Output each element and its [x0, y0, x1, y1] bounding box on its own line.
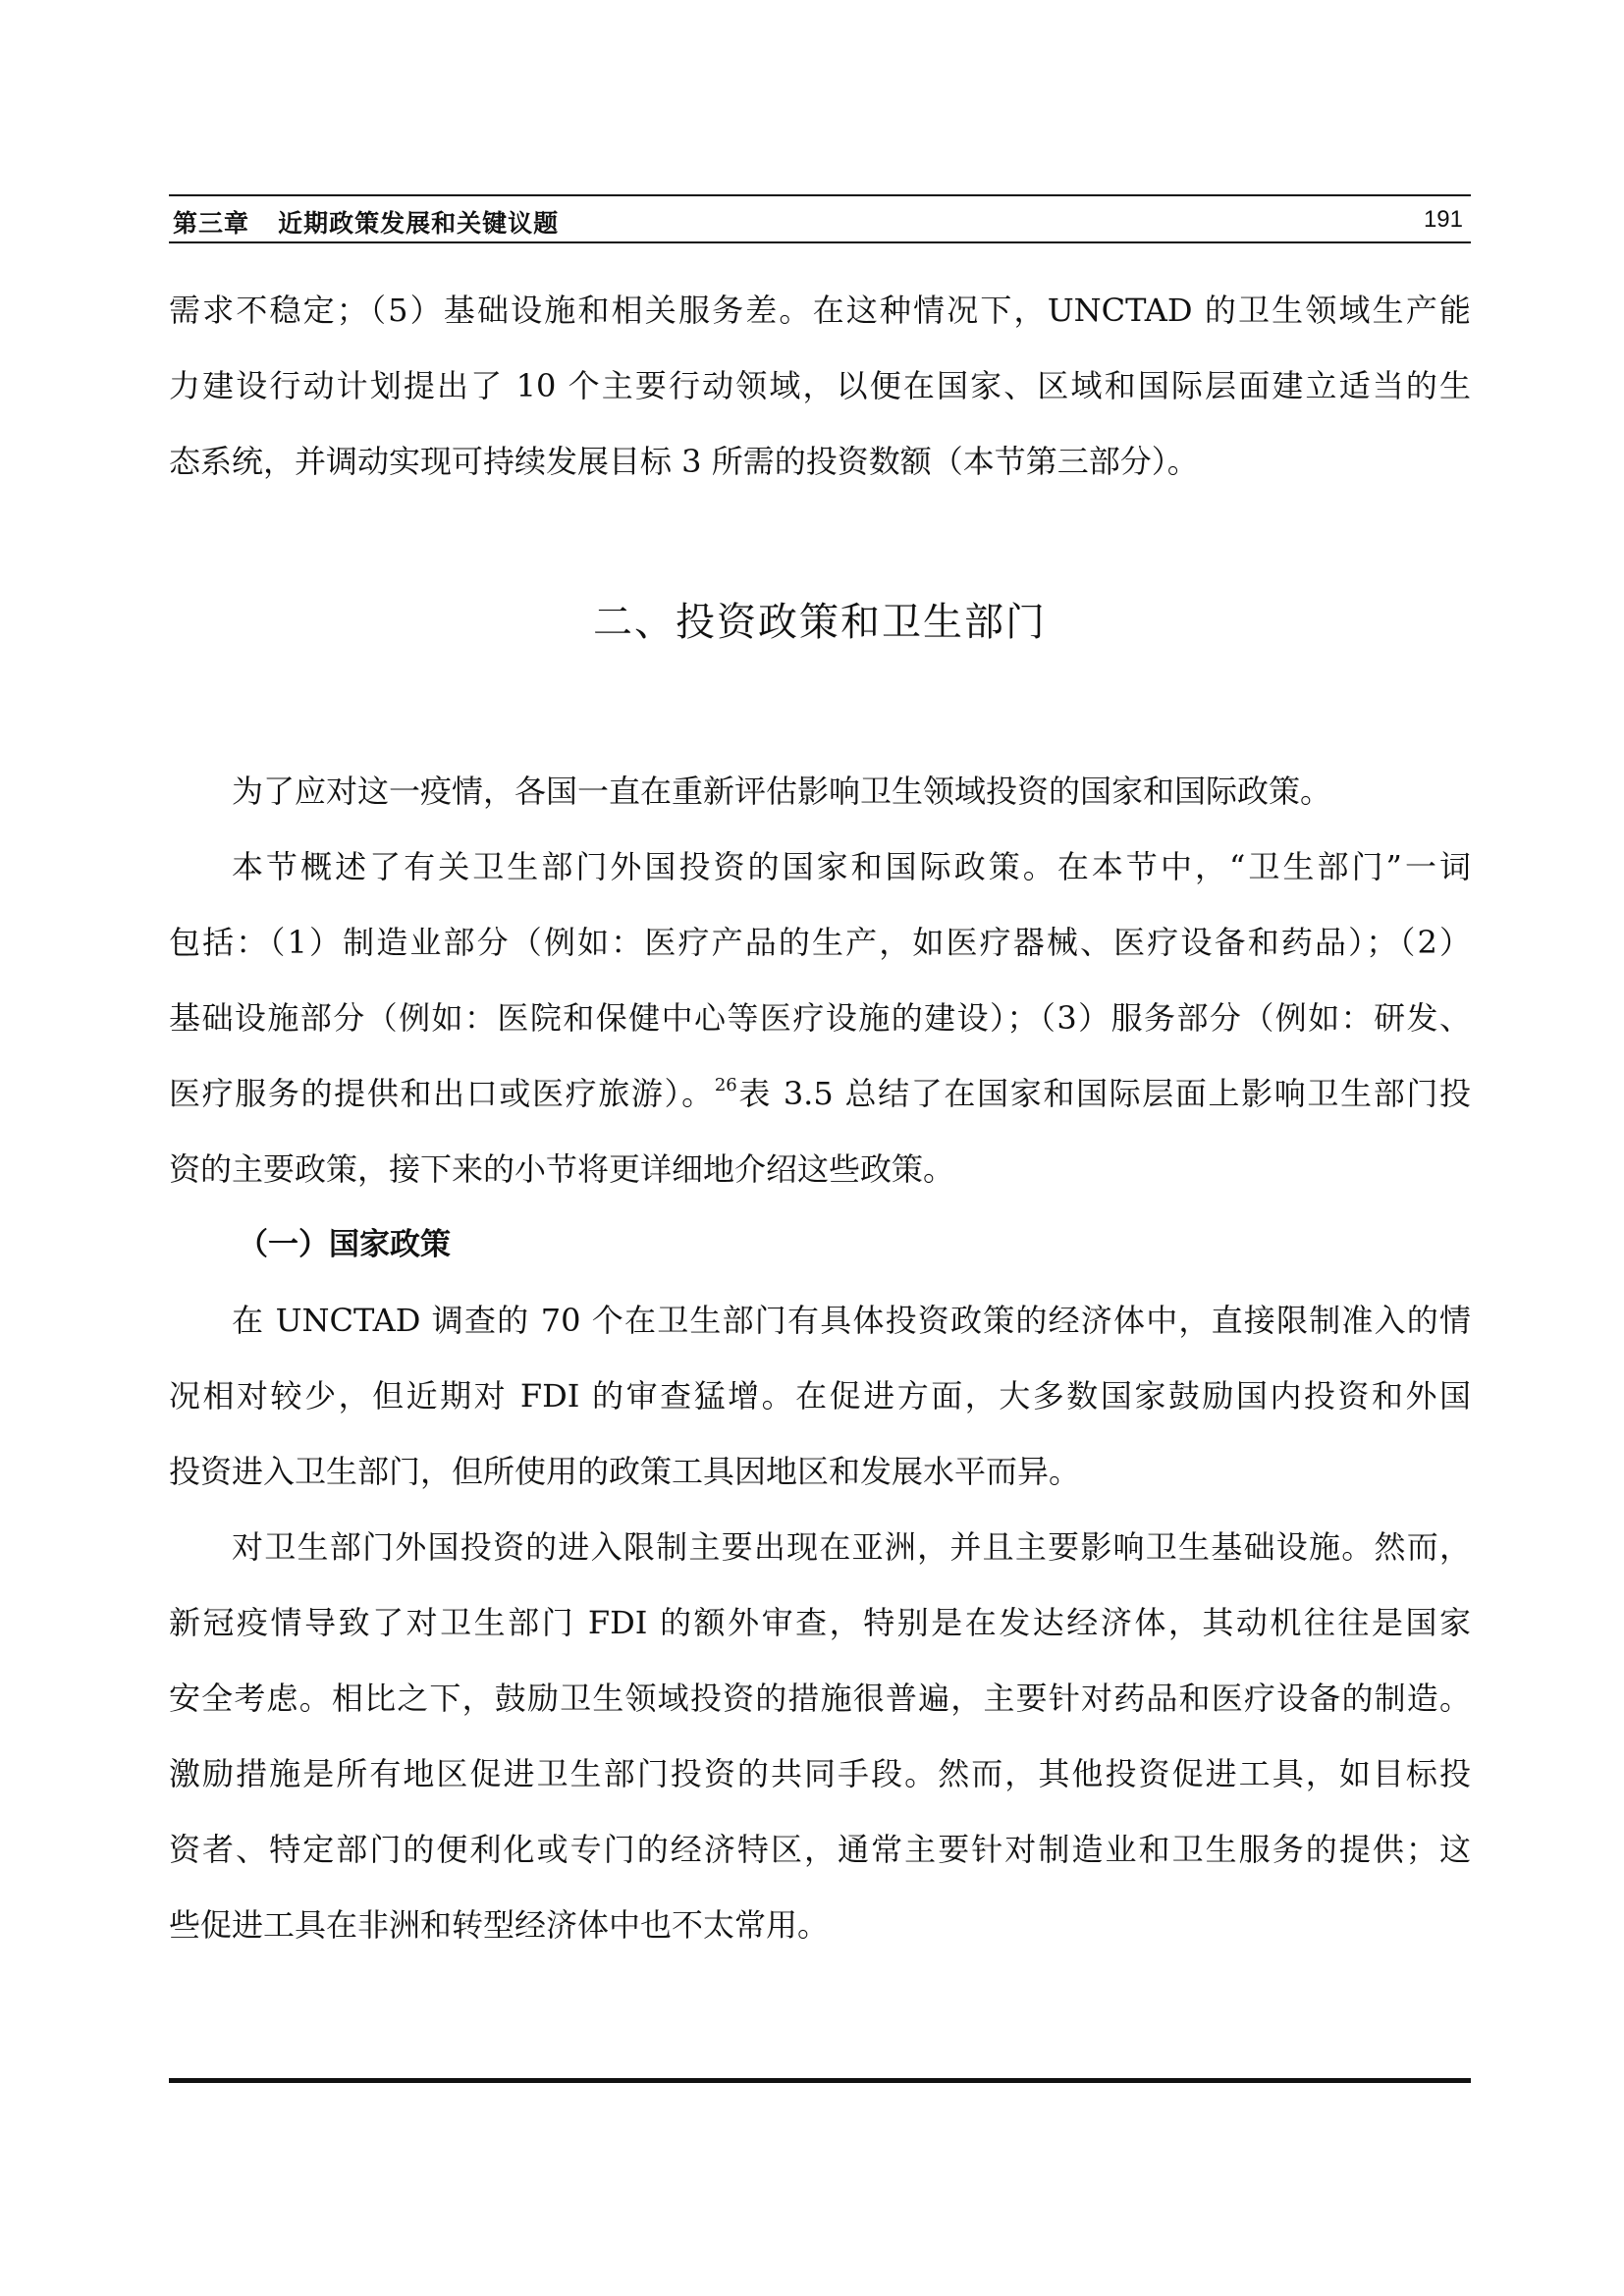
- text-line: 态系统，并调动实现可持续发展目标 3 所需的投资数额（本节第三部分）。: [169, 443, 1199, 480]
- text-line: 包括：（1）制造业部分（例如：医疗产品的生产，如医疗器械、医疗设备和药品）；（2）: [169, 924, 1471, 961]
- paragraph-1: [169, 754, 1471, 829]
- text-line: [169, 1056, 1471, 1132]
- text-line: 资者、特定部门的便利化或专门的经济特区，通常主要针对制造业和卫生服务的提供；这: [169, 1831, 1471, 1868]
- footer-rule: [169, 2078, 1471, 2083]
- text-line: 资的主要政策，接下来的小节将更详细地介绍这些政策。: [169, 1150, 955, 1188]
- text-line: 况相对较少，但近期对 FDI 的审查猛增。在促进方面，大多数国家鼓励国内投资和外国: [169, 1377, 1471, 1415]
- text-line: 需求不稳定；（5）基础设施和相关服务差。在这种情况下，UNCTAD 的卫生领域生产能: [169, 292, 1471, 329]
- text-segment: 表 3.5 总结了在国家和国际层面上影响卫生部门投: [736, 1075, 1471, 1112]
- paragraph-4: [169, 1510, 1471, 1963]
- paragraph-2: [169, 829, 1471, 1207]
- running-header: [169, 194, 1471, 243]
- subsection-heading: （一）国家政策: [238, 1227, 451, 1262]
- text-line: 安全考虑。相比之下，鼓励卫生领域投资的措施很普遍，主要针对药品和医疗设备的制造。: [169, 1680, 1471, 1717]
- text-line: 在 UNCTAD 调查的 70 个在卫生部门有具体投资政策的经济体中，直接限制准入的情: [232, 1302, 1471, 1339]
- text-line: 为了应对这一疫情，各国一直在重新评估影响卫生领域投资的国家和国际政策。: [232, 773, 1332, 810]
- text-line: 本节概述了有关卫生部门外国投资的国家和国际政策。在本节中，“卫生部门”一词: [232, 848, 1471, 885]
- subsection-heading-block: [169, 1207, 1471, 1283]
- chapter-title: 第三章 近期政策发展和关键议题: [173, 209, 560, 238]
- footnote-reference[interactable]: 26: [714, 1075, 737, 1095]
- text-line: 对卫生部门外国投资的进入限制主要出现在亚洲，并且主要影响卫生基础设施。然而，: [232, 1528, 1471, 1566]
- paragraph-3: [169, 1283, 1471, 1510]
- text-line: 新冠疫情导致了对卫生部门 FDI 的额外审查，特别是在发达经济体，其动机往往是国家: [169, 1604, 1471, 1641]
- text-line: 些促进工具在非洲和转型经济体中也不太常用。: [169, 1906, 830, 1944]
- text-line: 投资进入卫生部门，但所使用的政策工具因地区和发展水平而异。: [169, 1453, 1081, 1490]
- text-segment: 医疗服务的提供和出口或医疗旅游）。: [169, 1075, 715, 1112]
- text-line: 力建设行动计划提出了 10 个主要行动领域，以便在国家、区域和国际层面建立适当的生: [169, 367, 1471, 404]
- intro-paragraph: [169, 273, 1471, 500]
- text-line: 基础设施部分（例如：医院和保健中心等医疗设施的建设）；（3）服务部分（例如：研发、: [169, 999, 1471, 1037]
- section-heading: 二、投资政策和卫生部门: [593, 600, 1047, 645]
- page-number: 191: [1423, 206, 1463, 233]
- text-line: 激励措施是所有地区促进卫生部门投资的共同手段。然而，其他投资促进工具，如目标投: [169, 1755, 1471, 1792]
